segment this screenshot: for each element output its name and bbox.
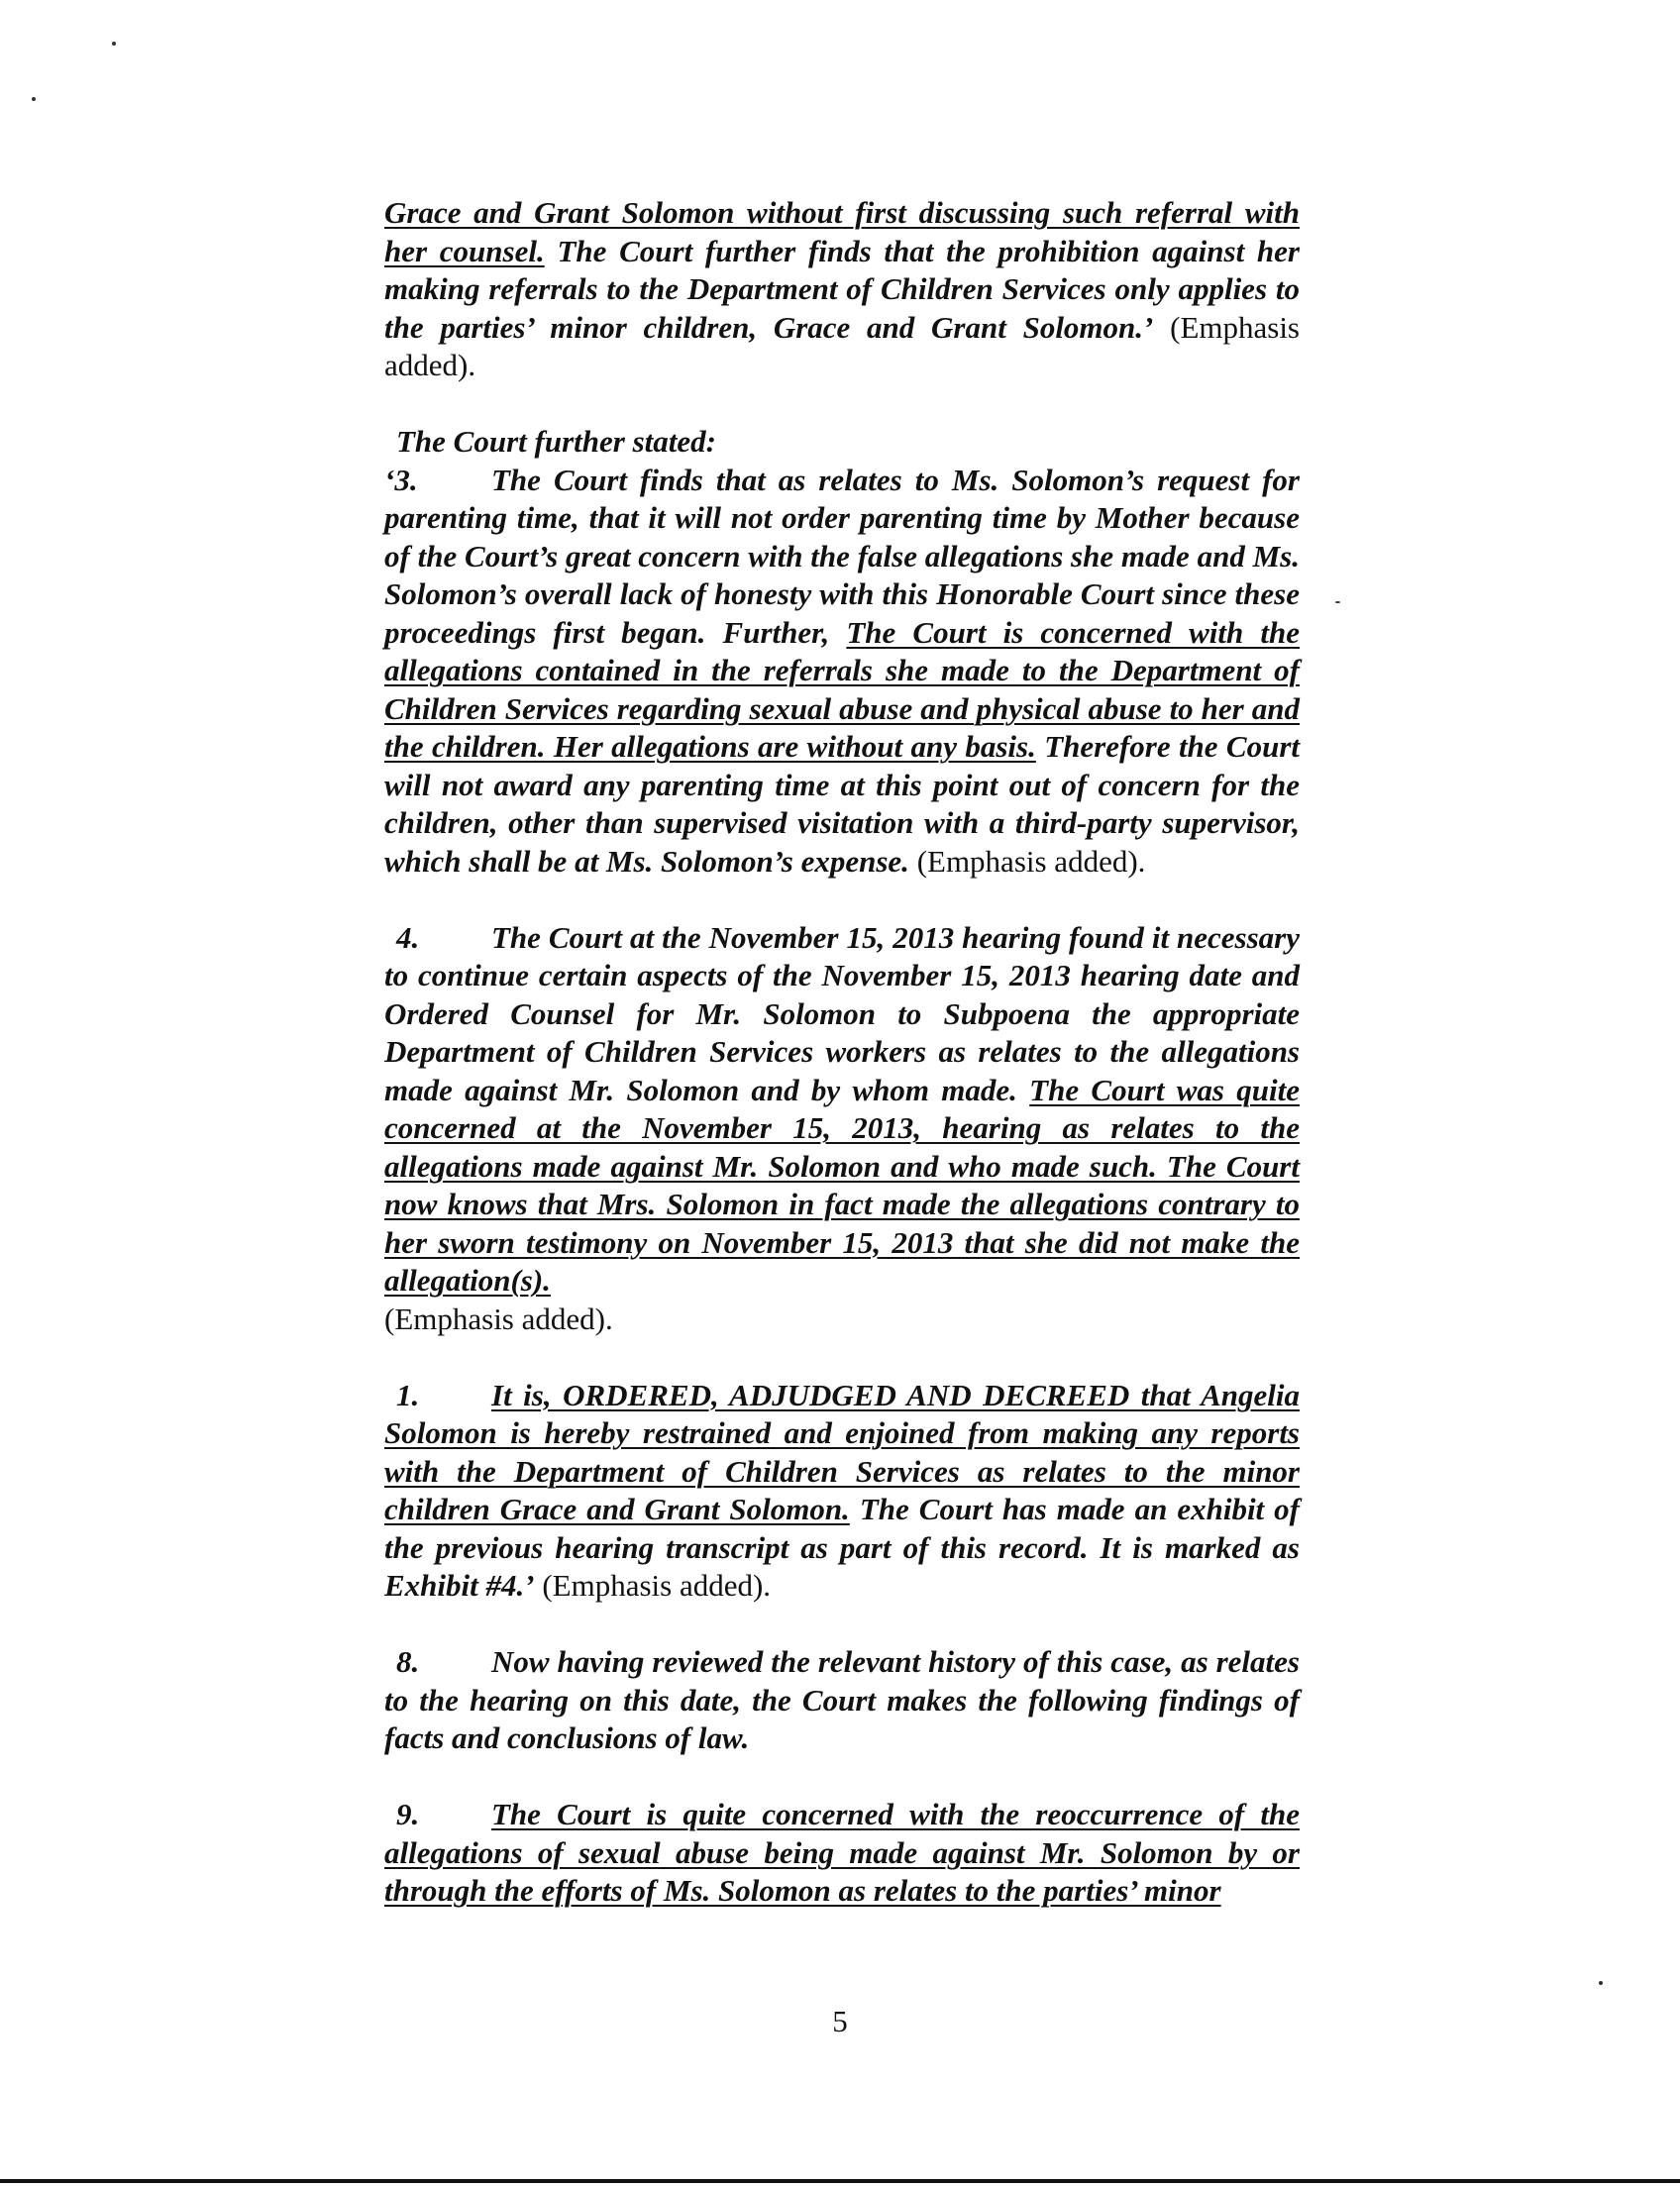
item-number: 9. bbox=[396, 1797, 420, 1831]
quote-intro: The Court further stated: bbox=[396, 424, 716, 459]
item-number: 1. bbox=[396, 1377, 420, 1412]
quoted-text: The Court finds that as relates to Ms. Solomon’s request for parenting time, that it will not order parenting time by Mother because of the Court’s great concern with the false allegations she made and Ms. Solomon’s overall lack of honesty with this Honorable Court since these proceedings first began. Further, bbox=[384, 462, 1300, 650]
item-number: 8. bbox=[396, 1644, 420, 1679]
finding-text: Now having reviewed the relevant history of this case, as relates to the hearing on this date, the Court makes the following findings of facts and conclusions of law. bbox=[384, 1644, 1300, 1755]
quoted-text: The Court at the November 15, 2013 hearing found it necessary to continue certain aspects of the November 15, 2013 hearing date and Ordered Counsel for Mr. Solomon to Subpoena the appropriate Department of Children Services workers as relates to the allegations made against Mr. Solomon and by whom made. bbox=[384, 919, 1300, 1107]
scan-speck bbox=[1335, 601, 1340, 603]
document-body bbox=[384, 194, 1300, 1911]
item-number: 4. bbox=[396, 919, 420, 955]
emphasized-text: The Court was quite concerned at the November 15, 2013, hearing as relates to the allegations made against Mr. Solomon and who made such. The Court now knows that Mrs. Solomon in fact made the allegations contrary to her sworn testimony on November 15, 2013 that she did not make the allegation(s). bbox=[384, 1072, 1301, 1298]
emphasis-note: (Emphasis added). bbox=[534, 1568, 772, 1603]
emphasized-text: Grace and Grant Solomon without first discussing such referral with her counsel. bbox=[384, 195, 1300, 268]
item-number: ‘3. bbox=[384, 462, 418, 497]
emphasized-text: The Court is quite concerned with the reoccurrence of the allegations of sexual abuse being made against Mr. Solomon by or through the efforts of Ms. Solomon as relates to the parties’ minor bbox=[384, 1797, 1300, 1908]
emphasized-text: It is, ORDERED, ADJUDGED AND DECREED that Angelia Solomon is hereby restrained and enjoined from making any reports with the Department of Children Services as relates to the minor children Grace and Grant Solomon. bbox=[384, 1377, 1300, 1526]
emphasized-text: The Court is concerned with the allegations contained in the referrals she made to the Department of Children Services regarding sexual abuse and physical abuse to her and the children. Her allegations are without any basis. bbox=[384, 614, 1300, 764]
paragraph-item-8 bbox=[384, 1643, 1300, 1758]
emphasis-note: (Emphasis added). bbox=[384, 309, 1300, 382]
paragraph-court-stated bbox=[384, 423, 1300, 881]
quoted-text: Therefore the Court will not award any parenting time at this point out of concern for the children, other than supervised visitation with a third-party supervisor, which shall be at Ms. Solomon’s expense. bbox=[384, 729, 1300, 879]
scan-speck bbox=[32, 97, 36, 101]
paragraph-continuation bbox=[384, 194, 1300, 385]
scan-speck bbox=[112, 42, 116, 46]
page-number: 5 bbox=[832, 2004, 848, 2038]
paragraph-item-1 bbox=[384, 1377, 1300, 1606]
emphasis-note: (Emphasis added). bbox=[384, 1301, 613, 1336]
scan-speck bbox=[1599, 1981, 1603, 1985]
paragraph-item-9 bbox=[384, 1796, 1300, 1911]
quoted-text: The Court has made an exhibit of the previous hearing transcript as part of this record. It is marked as Exhibit #4.’ bbox=[384, 1492, 1301, 1603]
paragraph-item-4 bbox=[384, 919, 1300, 1339]
quoted-text: The Court further finds that the prohibition against her making referrals to the Department of Children Services only applies to the parties’ minor children, Grace and Grant Solomon.’ bbox=[384, 233, 1300, 345]
scan-bottom-edge bbox=[0, 2179, 1680, 2183]
emphasis-note: (Emphasis added). bbox=[908, 843, 1146, 879]
